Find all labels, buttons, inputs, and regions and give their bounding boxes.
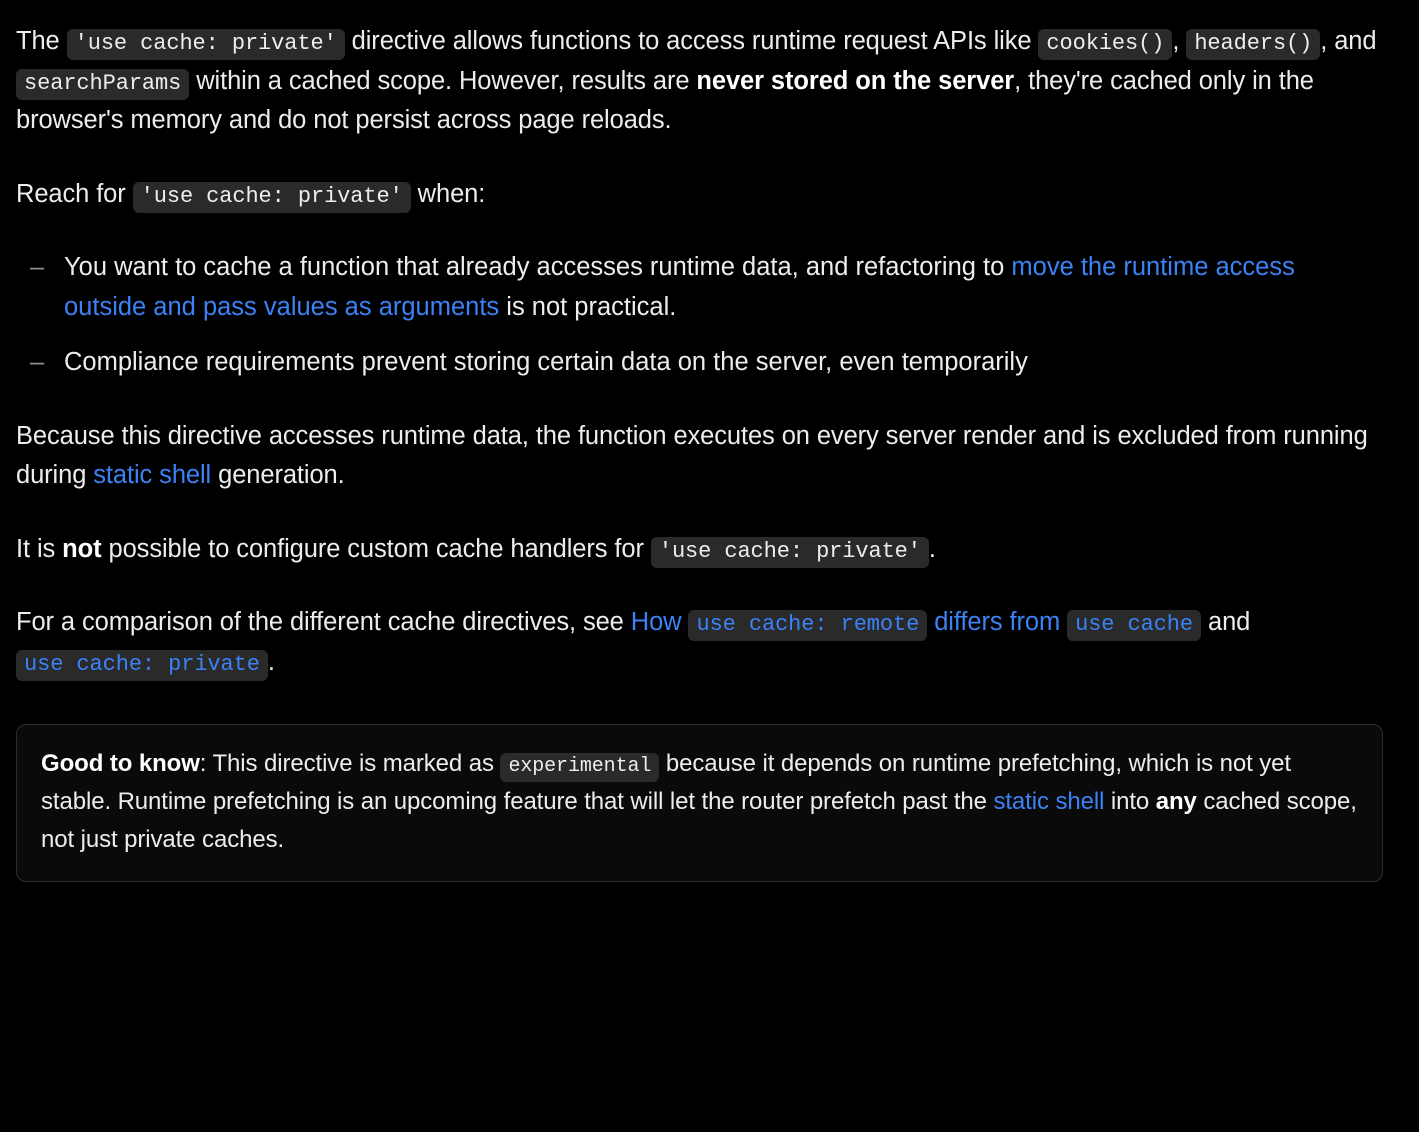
list-item (16, 248, 1383, 327)
text-fragment: , they're cached only in the browser's memory and do not persist across page reloads. (16, 66, 1314, 135)
text-fragment: You want to cache a function that already accesses runtime data, and refactoring to (64, 253, 1012, 282)
text-fragment: within a cached scope. However, results are (189, 66, 697, 95)
inline-code-use-cache-private[interactable]: use cache: private (16, 650, 268, 681)
reasons-list (16, 248, 1383, 383)
emphasis-never-stored: never stored on the server (696, 66, 1015, 95)
emphasis-any: any (1155, 788, 1197, 816)
paragraph-cache-handlers (16, 530, 1383, 570)
text-fragment: directive allows functions to access runtime request APIs like (344, 27, 1039, 55)
inline-code-cookies: cookies() (1038, 29, 1172, 60)
text-fragment: Reach for (16, 179, 133, 208)
text-fragment: Compliance requirements prevent storing certain data on the server, even temporarily (64, 348, 1028, 377)
text-fragment: possible to configure custom cache handlers for (101, 534, 651, 563)
text-fragment: when: (410, 179, 486, 208)
inline-code-headers: headers() (1186, 29, 1320, 60)
paragraph-directive-overview (16, 22, 1383, 141)
paragraph-server-render (16, 417, 1383, 496)
link-move-runtime-access[interactable]: move the runtime access outside and pass values as arguments (64, 253, 1295, 321)
paragraph-comparison (16, 603, 1383, 682)
link-how[interactable]: How (630, 608, 682, 637)
inline-code-experimental: experimental (500, 753, 659, 782)
paragraph-reach-for (16, 175, 1383, 215)
bullet-dash-icon: – (30, 253, 45, 282)
link-differs-from[interactable]: differs from (934, 608, 1061, 637)
text-fragment: is not practical. (499, 292, 677, 321)
inline-code-use-cache-private: 'use cache: private' (651, 537, 929, 568)
bullet-dash-icon: – (30, 348, 45, 377)
callout-label: Good to know (41, 750, 200, 778)
text-fragment: It is (16, 534, 63, 563)
inline-code-use-cache[interactable]: use cache (1067, 610, 1201, 641)
link-static-shell[interactable]: static shell (993, 788, 1105, 816)
inline-code-use-cache-private: 'use cache: private' (67, 29, 345, 60)
good-to-know-callout (16, 724, 1383, 882)
text-fragment: For a comparison of the different cache directives, see (16, 608, 631, 637)
inline-code-use-cache-remote[interactable]: use cache: remote (688, 610, 927, 641)
text-fragment: The (16, 27, 67, 55)
link-static-shell[interactable]: static shell (93, 461, 212, 490)
text-fragment: cached scope, not just private caches. (41, 788, 1357, 853)
text-fragment: generation. (211, 461, 345, 490)
text-fragment: : This directive is marked as (199, 750, 501, 778)
inline-code-search-params: searchParams (16, 69, 189, 100)
inline-code-use-cache-private: 'use cache: private' (133, 182, 411, 213)
text-fragment: into (1104, 788, 1156, 816)
text-fragment: . (928, 534, 936, 563)
text-fragment: Because this directive accesses runtime data, the function executes on every server render and is excluded from running during (16, 421, 1368, 490)
text-fragment: , and (1320, 27, 1377, 55)
emphasis-not: not (62, 534, 102, 563)
text-fragment: , (1172, 27, 1187, 55)
text-fragment: and (1201, 608, 1251, 637)
list-item (16, 343, 1383, 383)
text-fragment: . (267, 647, 275, 676)
text-fragment: because it depends on runtime prefetching, which is not yet stable. Runtime prefetching is an upcoming feature that will let the router prefetch past the (41, 750, 1291, 816)
callout-text (41, 745, 1358, 859)
